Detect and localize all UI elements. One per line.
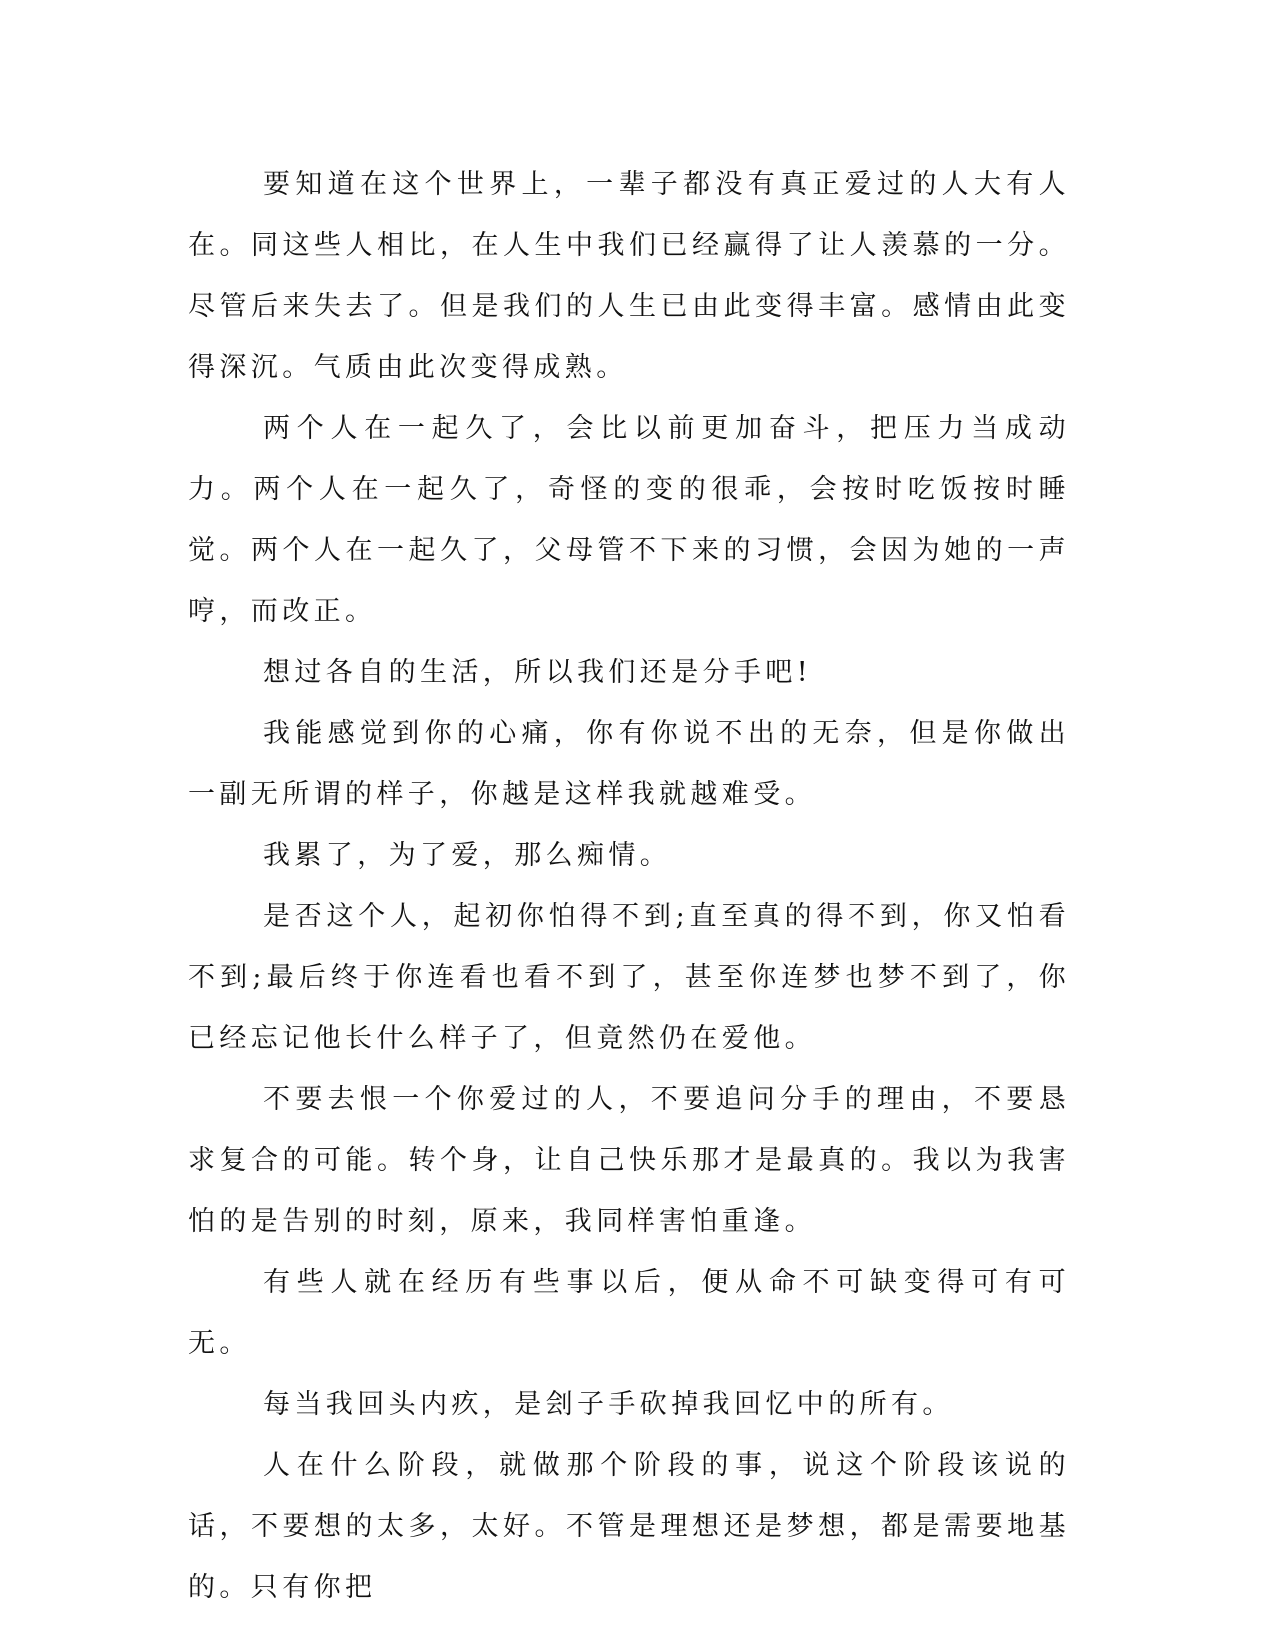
paragraph: 人在什么阶段，就做那个阶段的事，说这个阶段该说的话，不要想的太多，太好。不管是理想还是梦想，都是需要地基的。只有你把 (188, 1450, 1070, 1603)
document-body (188, 154, 1070, 1618)
paragraph: 我累了，为了爱，那么痴情。 (263, 840, 672, 871)
paragraph: 有些人就在经历有些事以后，便从命不可缺变得可有可无。 (188, 1267, 1070, 1359)
paragraph: 要知道在这个世界上，一辈子都没有真正爱过的人大有人在。同这些人相比，在人生中我们已经赢得了让人羡慕的一分。尽管后来失去了。但是我们的人生已由此变得丰富。感情由此变得深沉。气质由此次变得成熟。 (188, 169, 1070, 383)
paragraph: 每当我回头内疚，是刽子手砍掉我回忆中的所有。 (263, 1389, 954, 1420)
paragraph: 不要去恨一个你爱过的人，不要追问分手的理由，不要恳求复合的可能。转个身，让自己快乐那才是最真的。我以为我害怕的是告别的时刻，原来，我同样害怕重逢。 (188, 1084, 1070, 1237)
paragraph: 我能感觉到你的心痛，你有你说不出的无奈，但是你做出一副无所谓的样子，你越是这样我就越难受。 (188, 718, 1070, 810)
paragraph: 两个人在一起久了，会比以前更加奋斗，把压力当成动力。两个人在一起久了，奇怪的变的很乖，会按时吃饭按时睡觉。两个人在一起久了，父母管不下来的习惯，会因为她的一声哼，而改正。 (188, 413, 1070, 627)
paragraph: 是否这个人，起初你怕得不到;直至真的得不到，你又怕看不到;最后终于你连看也看不到了，甚至你连梦也梦不到了，你已经忘记他长什么样子了，但竟然仍在爱他。 (188, 901, 1070, 1054)
paragraph: 想过各自的生活，所以我们还是分手吧! (263, 657, 813, 688)
